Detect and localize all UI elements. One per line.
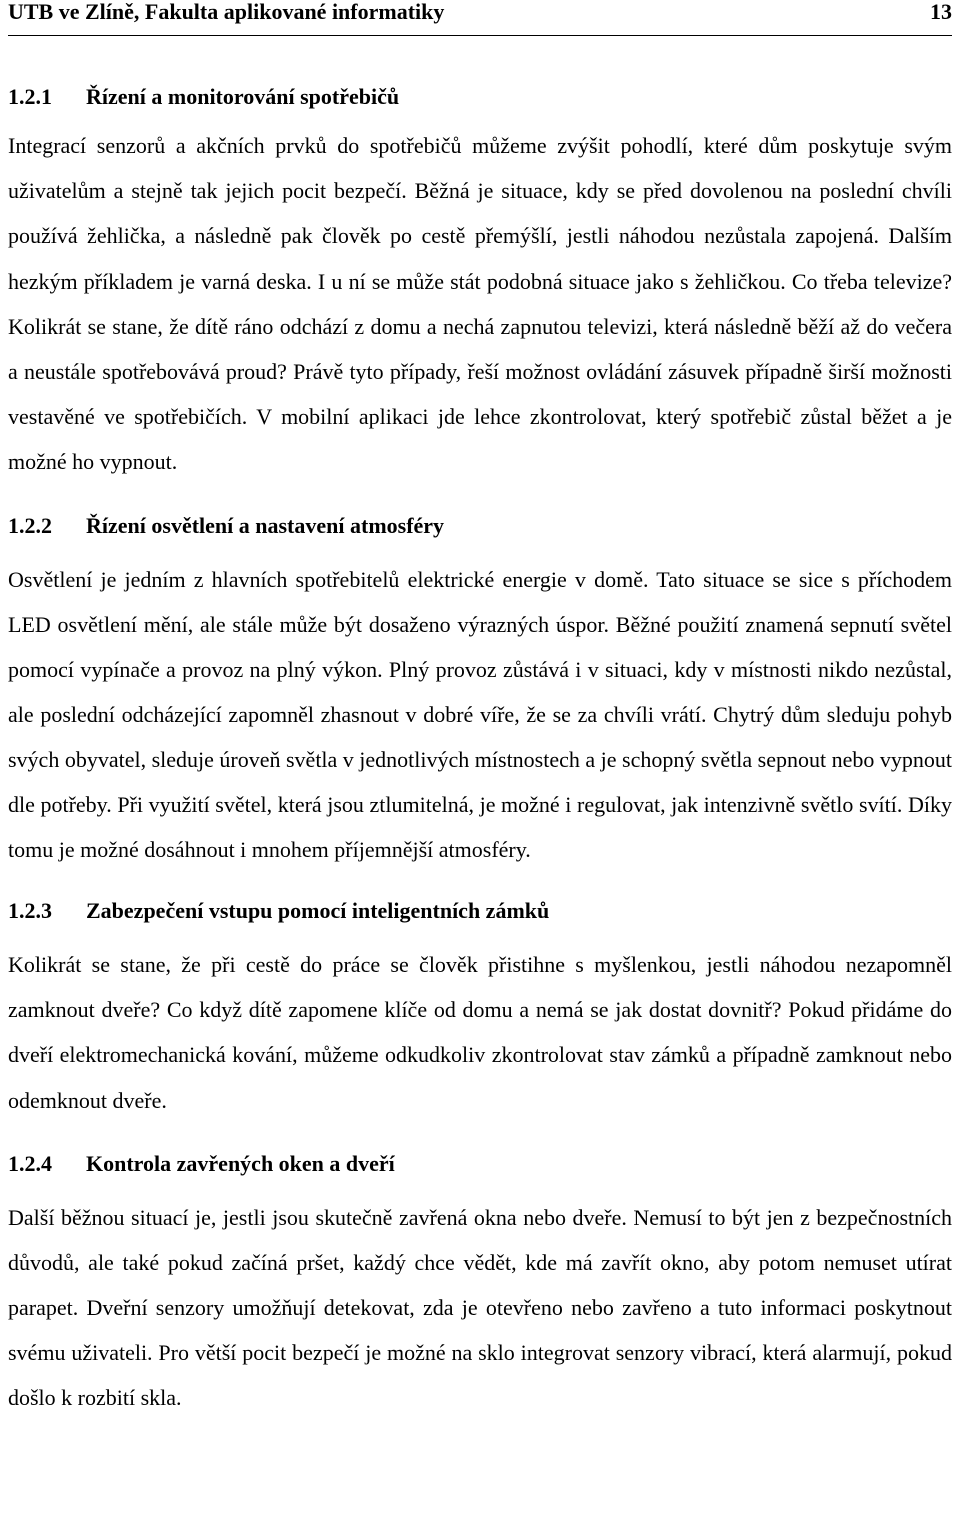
section-heading bbox=[8, 891, 952, 931]
page-number: 13 bbox=[930, 0, 952, 24]
section-heading bbox=[8, 77, 952, 117]
section-number: 1.2.1 bbox=[8, 84, 52, 109]
section-heading bbox=[8, 1144, 952, 1184]
section-title: Zabezpečení vstupu pomocí inteligentních zámků bbox=[86, 898, 550, 924]
section-1-2-4 bbox=[8, 1144, 952, 1420]
section-heading bbox=[8, 506, 952, 546]
section-title: Řízení osvětlení a nastavení atmosféry bbox=[86, 512, 445, 538]
header-title: UTB ve Zlíně, Fakulta aplikované informatiky bbox=[8, 0, 445, 24]
section-title: Kontrola zavřených oken a dveří bbox=[86, 1150, 395, 1176]
section-1-2-3 bbox=[8, 891, 952, 1122]
running-header bbox=[8, 0, 952, 24]
section-paragraph: Osvětlení je jedním z hlavních spotřebitelů elektrické energie v domě. Tato situace se sice s příchodem LED osvětlení mění, ale stále může být dosaženo výrazných úspor. Běžné použití znamená sepnutí světel pomocí vypínače a provoz na plný výkon. Plný provoz zůstává i v situaci, kdy v místnosti nikdo nezůstal, ale poslední odcházející zapomněl zhasnout v dobré víře, že se za chvíli vrátí. Chytrý dům sleduju pohyb svých obyvatel, sleduje úroveň světla v jednotlivých místnostech a je schopný světla sepnout nebo vypnout dle potřeby. Při využití světel, která jsou ztlumitelná, je možné i regulovat, jak intenzivně světlo svítí. Díky tomu je možné dosáhnout i mnohem příjemnější atmosféry. bbox=[8, 566, 952, 863]
section-number: 1.2.2 bbox=[8, 512, 52, 538]
section-paragraph: Integrací senzorů a akčních prvků do spotřebičů můžeme zvýšit pohodlí, které dům poskytuje svým uživatelům a stejně tak jejich pocit bezpečí. Běžná je situace, kdy se před dovolenou na poslední chvíli používá žehlička, a následně pak člověk po cestě přemýšlí, jestli náhodou nezůstala zapojená. Dalším hezkým příkladem je varná deska. I u ní se může stát podobná situace jako s žehličkou. Co třeba televize? Kolikrát se stane, že dítě ráno odchází z domu a nechá zapnutou televizi, která následně běží až do večera a neustále spotřebovává proud? Právě tyto případy, řeší možnost ovládání zásuvek případně širší možnosti vestavěné ve spotřebičích. V mobilní aplikaci jde lehce zkontrolovat, který spotřebič zůstal běžet a je možné ho vypnout. bbox=[8, 133, 952, 475]
section-paragraph: Další běžnou situací je, jestli jsou skutečně zavřená okna nebo dveře. Nemusí to být jen z bezpečnostních důvodů, ale také pokud začíná pršet, každý chce vědět, kde má zavřít okno, aby potom nemuset utírat parapet. Dveřní senzory umožňují detekovat, zda je otevřeno nebo zavřeno a tuto informaci poskytnout svému uživateli. Pro větší pocit bezpečí je možné na sklo integrovat senzory vibrací, která alarmují, pokud došlo k rozbití skla. bbox=[8, 1204, 952, 1411]
section-title: Řízení a monitorování spotřebičů bbox=[86, 84, 400, 109]
section-number: 1.2.4 bbox=[8, 1150, 52, 1176]
section-number: 1.2.3 bbox=[8, 898, 52, 924]
header-divider bbox=[8, 35, 952, 36]
section-1-2-1 bbox=[8, 77, 952, 485]
section-paragraph: Kolikrát se stane, že při cestě do práce se člověk přistihne s myšlenkou, jestli náhodou nezapomněl zamknout dveře? Co když dítě zapomene klíče od domu a nemá se jak dostat dovnitř? Pokud přidáme do dveří elektromechanická kování, můžeme odkudkoliv zkontrolovat stav zámků a případně zamknout nebo odemknout dveře. bbox=[8, 952, 952, 1113]
section-1-2-2 bbox=[8, 506, 952, 873]
page-content bbox=[8, 77, 952, 1420]
